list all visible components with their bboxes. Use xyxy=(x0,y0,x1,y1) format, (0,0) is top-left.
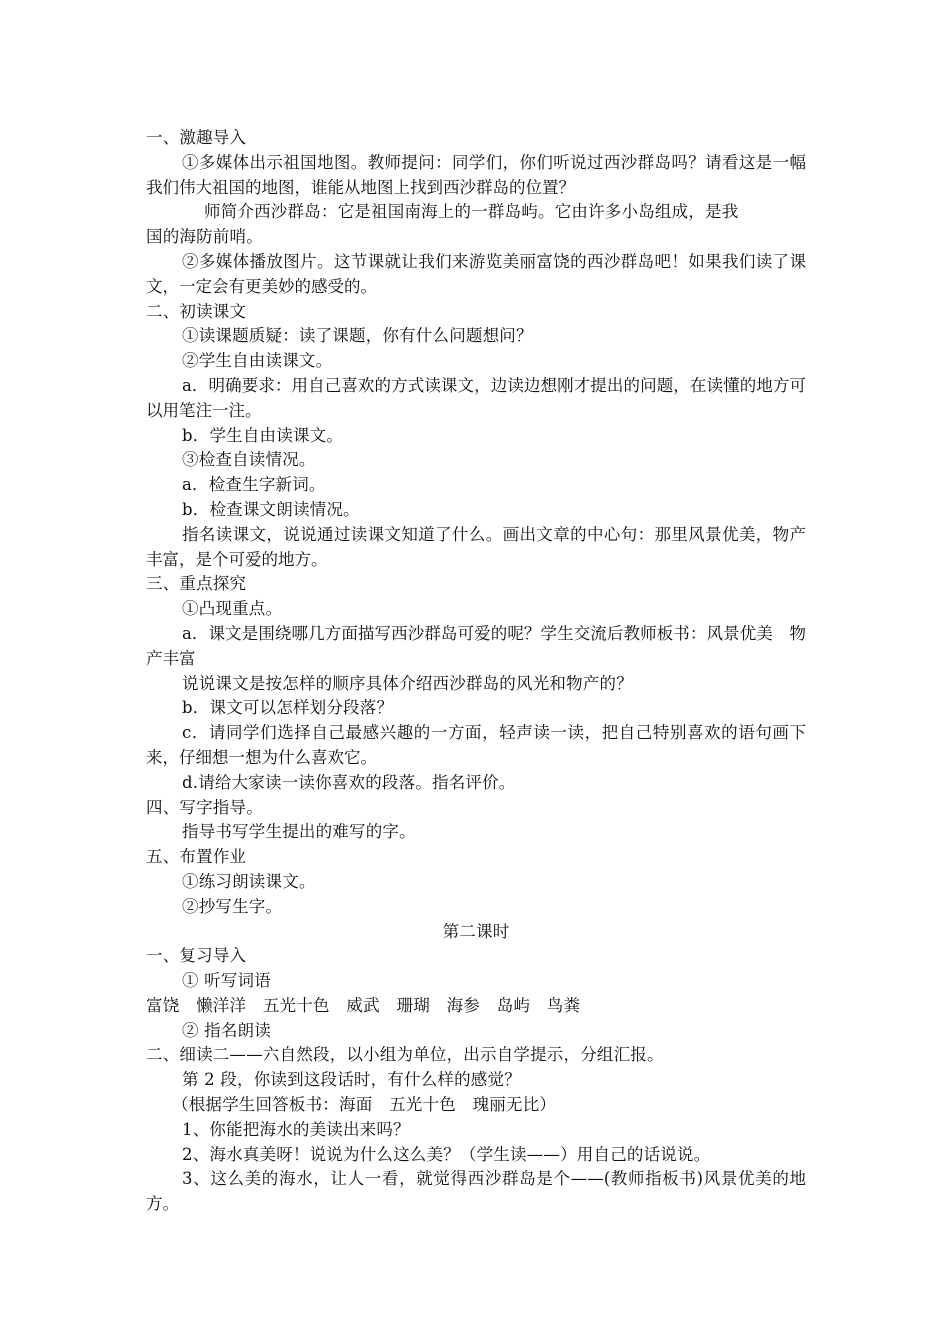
section-heading: 五、布置作业 xyxy=(146,847,247,867)
paragraph: ①多媒体出示祖国地图。教师提问：同学们，你们听说过西沙群岛吗？请看这是一幅我们伟大祖国的地图，谁能从地图上找到西沙群岛的位置？ xyxy=(146,152,806,197)
list-item: ②抄写生字。 xyxy=(182,896,283,916)
list-item: ①凸现重点。 xyxy=(182,599,283,619)
paragraph: a．明确要求：用自己喜欢的方式读课文，边读边想刚才提出的问题，在读懂的地方可以用笔注一注。 xyxy=(146,375,806,420)
section-heading: 一、复习导入 xyxy=(146,946,247,966)
paragraph: 3、这么美的海水，让人一看，就觉得西沙群岛是个——(教师指板书)风景优美的地方。 xyxy=(146,1169,806,1214)
paragraph: 第 2 段，你读到这段话时，有什么样的感觉？ xyxy=(182,1070,521,1090)
section-heading: 四、写字指导。 xyxy=(146,797,263,817)
paragraph: ②多媒体播放图片。这节课就让我们来游览美丽富饶的西沙群岛吧！如果我们读了课文，一定会有更美妙的感受的。 xyxy=(146,251,806,296)
board-note: （根据学生回答板书：海面 五光十色 瑰丽无比） xyxy=(172,1095,557,1115)
word-list: 富饶 懒洋洋 五光十色 威武 珊瑚 海参 岛屿 鸟粪 xyxy=(146,995,581,1015)
section-heading: 一、激趣导入 xyxy=(146,128,247,147)
document-page xyxy=(146,126,806,1217)
list-item: ①练习朗读课文。 xyxy=(182,871,316,891)
paragraph: 指导书写学生提出的难写的字。 xyxy=(182,822,416,842)
list-item: 1、你能把海水的美读出来吗？ xyxy=(182,1119,410,1139)
list-item: ①读课题质疑：读了课题，你有什么问题想问？ xyxy=(182,326,533,346)
list-item: a．检查生字新词。 xyxy=(182,475,326,495)
list-item: ② 指名朗读 xyxy=(182,1020,271,1040)
list-item: b．学生自由读课文。 xyxy=(182,425,344,445)
list-item: ②学生自由读课文。 xyxy=(182,351,333,371)
lesson-title: 第二课时 xyxy=(442,921,510,941)
paragraph: c．请同学们选择自己最感兴趣的一方面，轻声读一读，把自己特别喜欢的语句画下来，仔细想一想为什么喜欢它。 xyxy=(146,723,806,767)
paragraph: 国的海防前哨。 xyxy=(146,227,263,247)
paragraph: a．课文是围绕哪几方面描写西沙群岛可爱的呢？学生交流后教师板书：风景优美 物产丰富 xyxy=(146,623,806,668)
paragraph: 师简介西沙群岛：它是祖国南海上的一群岛屿。它由许多小岛组成，是我 xyxy=(204,202,739,222)
section-heading: 二、初读课文 xyxy=(146,301,247,321)
paragraph: 指名读课文，说说通过读课文知道了什么。画出文章的中心句：那里风景优美，物产丰富，是个可爱的地方。 xyxy=(146,524,806,569)
list-item: b．课文可以怎样划分段落？ xyxy=(182,698,394,718)
list-item: 2、海水真美呀！说说为什么这么美？（学生读——）用自己的话说说。 xyxy=(182,1144,711,1164)
list-item: d.请给大家读一读你喜欢的段落。指名评价。 xyxy=(182,772,516,792)
list-item: ① 听写词语 xyxy=(182,971,271,991)
paragraph: 说说课文是按怎样的顺序具体介绍西沙群岛的风光和物产的？ xyxy=(182,673,633,693)
section-heading: 二、细读二——六自然段，以小组为单位，出示自学提示，分组汇报。 xyxy=(146,1045,664,1065)
section-heading: 三、重点探究 xyxy=(146,574,247,594)
list-item: ③检查自读情况。 xyxy=(182,450,316,470)
list-item: b．检查课文朗读情况。 xyxy=(182,499,360,519)
